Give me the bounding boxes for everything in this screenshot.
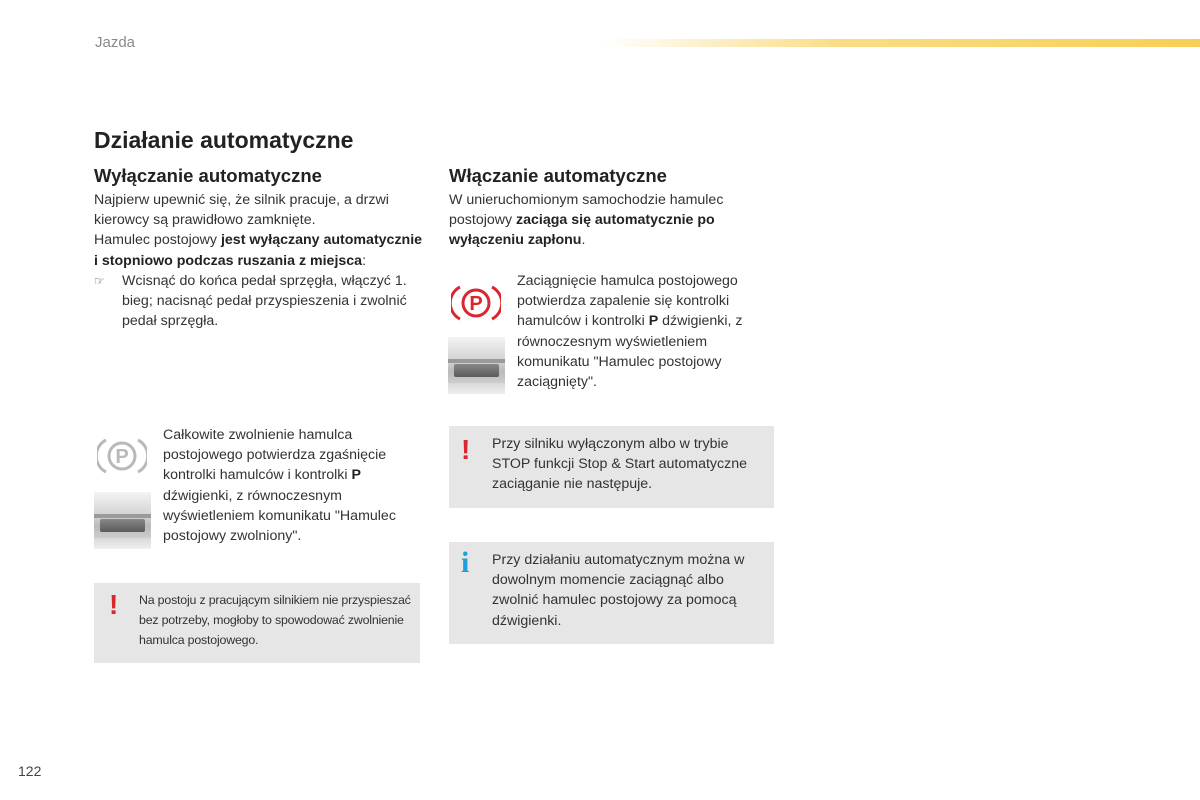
right-heading: Włączanie automatyczne (449, 165, 667, 186)
right-apply-confirm: Zaciągnięcie hamulca postojowego potwierdza zapalenie się kontrolki hamulców i kontrolki P dźwigienki, z równoczesnym wyświetleniem komunikatu "Hamulec postojowy zaciągnięty". (517, 273, 743, 391)
info-icon: i (461, 546, 470, 579)
left-warning-text: Na postoju z pracującym silnikiem nie przyspieszać bez potrzeby, mogłoby to spowodować zwolnienie hamulca postojowego. (139, 593, 411, 647)
left-warning-box (94, 583, 420, 663)
left-release-text: Hamulec postojowy jest wyłączany automatycznie i stopniowo podczas ruszania z miejsca: (94, 232, 423, 269)
warning-icon: ! (461, 434, 471, 465)
right-warning-box (449, 426, 774, 508)
brake-lever-thumbnail (448, 337, 505, 394)
finger-pointer-icon: ☞ (94, 273, 105, 288)
svg-text:P: P (115, 446, 129, 468)
page-number: 122 (18, 763, 42, 779)
left-bullet-text: Wcisnąć do końca pedał sprzęgła, włączyć 1. bieg; nacisnąć pedał przyspieszenia i zwolnić pedał sprzęgła. (122, 272, 407, 330)
left-body (94, 190, 424, 331)
parking-brake-off-icon (97, 436, 147, 476)
svg-text:P: P (469, 293, 483, 315)
brake-lever-thumbnail (94, 492, 151, 549)
left-bullet (94, 271, 424, 332)
right-info-text: Przy działaniu automatycznym można w dowolnym momencie zaciągnąć albo zwolnić hamulec postojowy za pomocą dźwigienki. (492, 552, 745, 629)
left-intro: Najpierw upewnić się, że silnik pracuje, a drzwi kierowcy są prawidłowo zamknięte. (94, 192, 389, 229)
right-intro: W unieruchomionym samochodzie hamulec postojowy zaciąga się automatycznie po wyłączeniu zapłonu. (449, 192, 724, 249)
page-title: Działanie automatyczne (94, 127, 354, 153)
warning-icon: ! (109, 589, 119, 620)
header-accent-bar (600, 39, 1200, 47)
right-info-box (449, 542, 774, 644)
left-heading: Wyłączanie automatyczne (94, 165, 322, 186)
right-warning-text: Przy silniku wyłączonym albo w trybie STOP funkcji Stop & Start automatyczne zaciąganie nie następuje. (492, 436, 747, 493)
parking-brake-on-icon (451, 283, 501, 323)
left-release-confirm: Całkowite zwolnienie hamulca postojowego potwierdza zgaśnięcie kontrolki hamulców i kontrolki P dźwigienki, z równoczesnym wyświetleniem komunikatu "Hamulec postojowy zwolniony". (163, 427, 396, 545)
section-label: Jazda (95, 34, 136, 51)
